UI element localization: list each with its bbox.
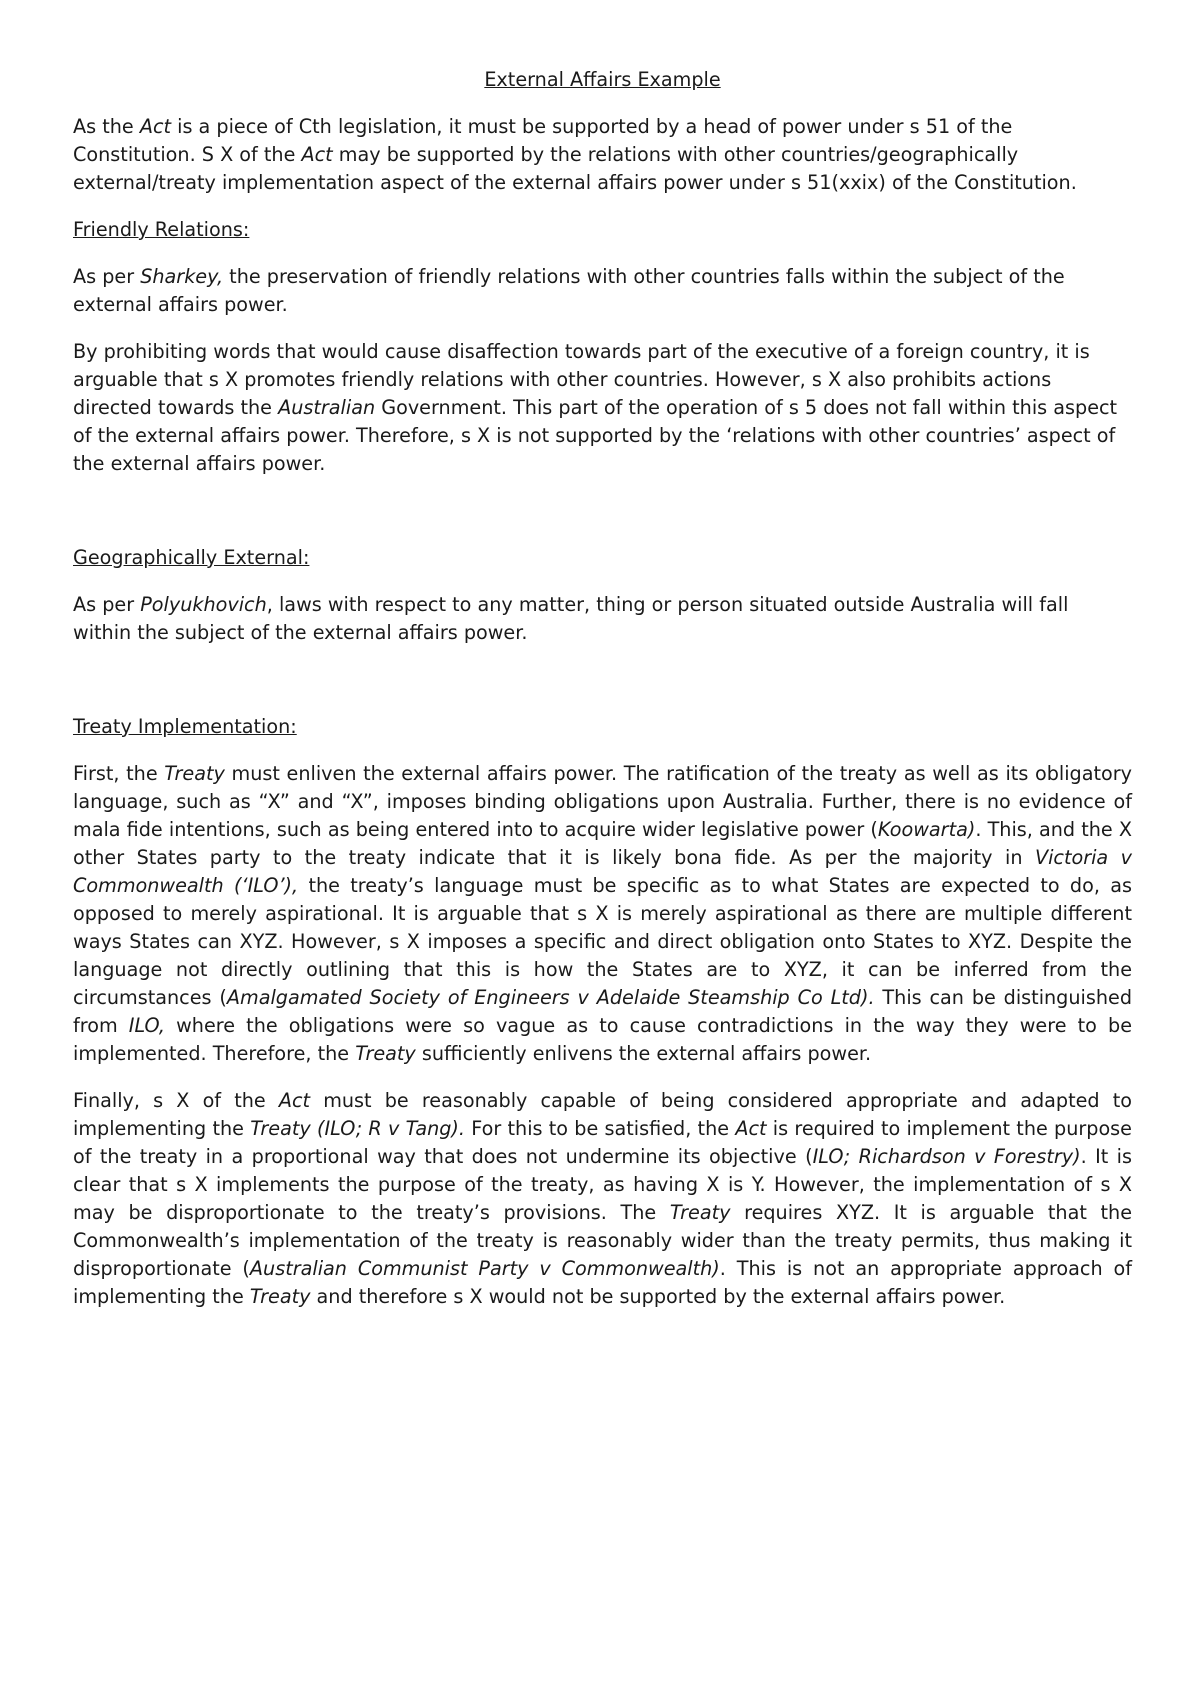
document-title: External Affairs Example [484, 68, 721, 91]
friendly-relations-heading: Friendly Relations: [73, 218, 250, 241]
treaty-implementation-paragraph-1: First, the Treaty must enliven the external affairs power. The ratification of the treaty as well as its obligatory language, such as “X” and “X”, imposes binding obligations upon Australia. Further, there is no evidence of mala fide intentions, such as being entered into to acquire wider legislative power (Koowarta). This, and the X other States party to the treaty indicate that it is likely bona fide. As per the majority in Victoria v Commonwealth (‘ILO’), the treaty’s language must be specific as to what States are expected to do, as opposed to merely aspirational. It is arguable that s X is merely aspirational as there are multiple different ways States can XYZ. However, s X imposes a specific and direct obligation onto States to XYZ. Despite the language not directly outlining that this is how the States are to XYZ, it can be inferred from the circumstances (Amalgamated Society of Engineers v Adelaide Steamship Co Ltd). This can be distinguished from ILO, where the obligations were so vague as to cause contradictions in the way they were to be implemented. Therefore, the Treaty sufficiently enlivens the external affairs power. [73, 762, 1133, 1065]
geographically-external-heading: Geographically External: [73, 546, 310, 569]
section-spacer [73, 666, 1132, 713]
treaty-implementation-heading: Treaty Implementation: [73, 715, 297, 738]
friendly-relations-paragraph-1: As per Sharkey, the preservation of friendly relations with other countries falls within the subject of the external affairs power. [73, 265, 1065, 316]
geographically-external-paragraph: As per Polyukhovich, laws with respect to any matter, thing or person situated outside Australia will fall within the subject of the external affairs power. [73, 593, 1069, 644]
intro-paragraph: As the Act is a piece of Cth legislation, it must be supported by a head of power under s 51 of the Constitution. S X of the Act may be supported by the relations with other countries/geographically external/treaty implementation aspect of the external affairs power under s 51(xxix) of the Constitution. [73, 115, 1077, 194]
friendly-relations-paragraph-2: By prohibiting words that would cause disaffection towards part of the executive of a foreign country, it is arguable that s X promotes friendly relations with other countries. However, s X also prohibits actions directed towards the Australian Government. This part of the operation of s 5 does not fall within this aspect of the external affairs power. Therefore, s X is not supported by the ‘relations with other countries’ aspect of the external affairs power. [73, 340, 1118, 475]
section-spacer [73, 497, 1132, 544]
treaty-implementation-paragraph-2: Finally, s X of the Act must be reasonably capable of being considered appropriate and adapted to implementing the Treaty (ILO; R v Tang). For this to be satisfied, the Act is required to implement the purpose of the treaty in a proportional way that does not undermine its objective (ILO; Richardson v Forestry). It is clear that s X implements the purpose of the treaty, as having X is Y. However, the implementation of s X may be disproportionate to the treaty’s provisions. The Treaty requires XYZ. It is arguable that the Commonwealth’s implementation of the treaty is reasonably wider than the treaty permits, thus making it disproportionate (Australian Communist Party v Commonwealth). This is not an appropriate approach of implementing the Treaty and therefore s X would not be supported by the external affairs power. [73, 1089, 1133, 1308]
